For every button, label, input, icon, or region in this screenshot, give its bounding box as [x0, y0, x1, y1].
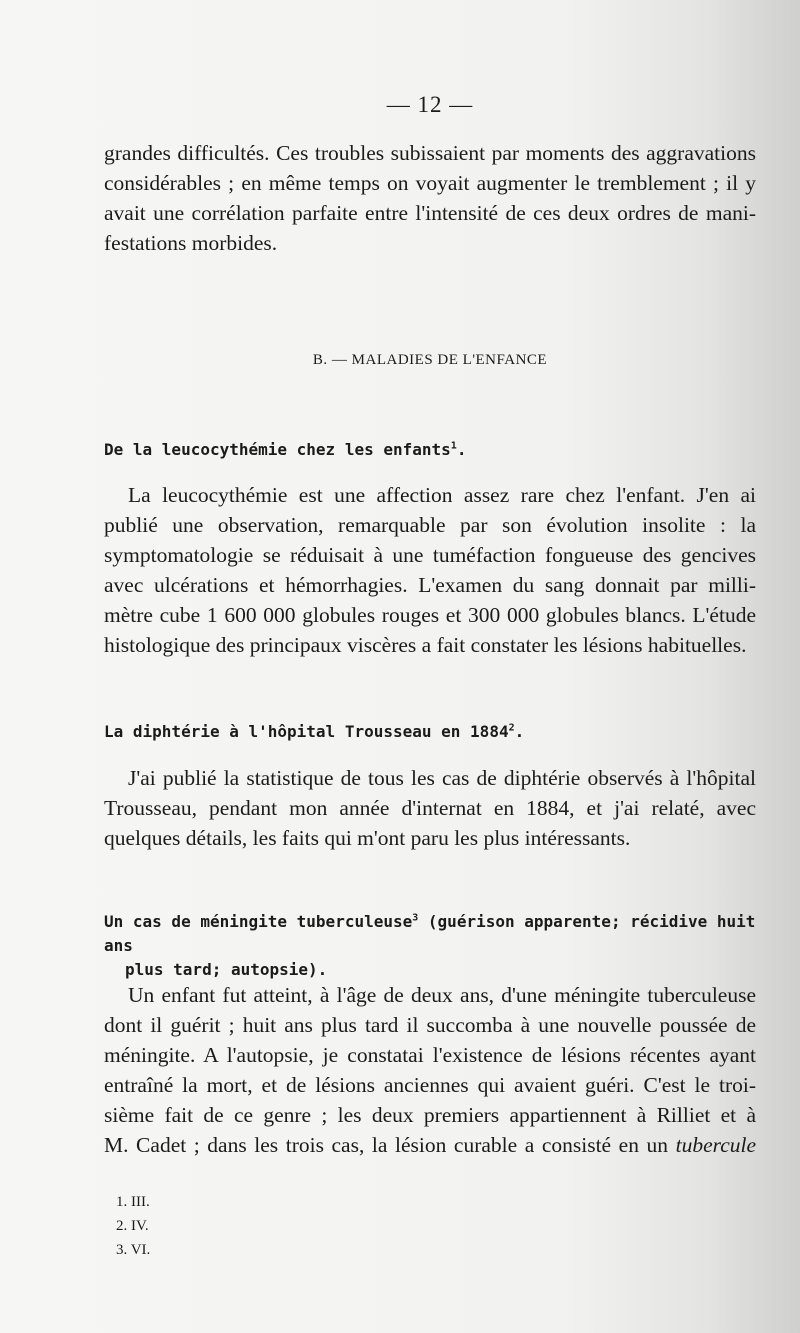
text-line: festations morbides. — [104, 231, 278, 255]
footnote: 1. III. — [116, 1194, 150, 1210]
article-heading — [104, 438, 764, 462]
heading-text: La diphtérie à l'hôpital Trousseau en 1884 — [104, 722, 509, 741]
text-line: méningite. A l'autopsie, je constatai l'existence de lésions récentes ayant — [104, 1043, 756, 1067]
text-line: avec ulcérations et hémorrhagies. L'examen du sang donnait par milli- — [104, 573, 756, 597]
text-line: histologique des principaux viscères a fait constater les lésions habituelles. — [104, 633, 747, 657]
text-line: La leucocythémie est une affection assez rare chez l'enfant. J'en ai — [128, 483, 756, 507]
text-line: quelques détails, les faits qui m'ont paru les plus intéressants. — [104, 826, 631, 850]
text-line — [104, 1130, 756, 1160]
intro-paragraph — [104, 138, 756, 258]
heading-end: . — [456, 440, 467, 459]
text-line: J'ai publié la statistique de tous les cas de diphtérie observés à l'hôpital — [128, 766, 756, 790]
article-paragraph — [104, 980, 756, 1160]
text-line: grandes difficultés. Ces troubles subissaient par moments des aggravations — [104, 141, 756, 165]
text-line: sième fait de ce genre ; les deux premiers appartiennent à Rilliet et à — [104, 1103, 756, 1127]
heading-text: De la leucocythémie chez les enfants — [104, 440, 451, 459]
heading-end: . — [514, 722, 525, 741]
footnotes — [116, 1190, 150, 1262]
article-paragraph — [104, 480, 756, 660]
heading-rest: (guérison apparente; récidive huit ans — [104, 912, 756, 955]
footnote-ref: 3 — [412, 912, 419, 924]
footnote: 3. VI. — [116, 1242, 151, 1258]
text-line: dont il guérit ; huit ans plus tard il succomba à une nouvelle poussée de — [104, 1013, 756, 1037]
heading-text: Un cas de méningite tuberculeuse — [104, 912, 413, 931]
text-line: considérables ; en même temps on voyait augmenter le tremblement ; il y — [104, 171, 756, 195]
page-number: — 12 — — [386, 92, 474, 117]
italic-word: tubercule — [675, 1133, 757, 1157]
text-fragment: M. Cadet ; dans les trois cas, la lésion curable a consisté en un — [104, 1133, 669, 1157]
text-line: mètre cube 1 600 000 globules rouges et 300 000 globules blancs. L'étude — [104, 603, 756, 627]
text-line: Un enfant fut atteint, à l'âge de deux ans, d'une méningite tuberculeuse — [128, 983, 756, 1007]
section-title: B. — MALADIES DE L'ENFANCE — [312, 352, 548, 368]
text-line: publié une observation, remarquable par son évolution insolite : la — [104, 513, 756, 537]
article-paragraph — [104, 763, 756, 853]
article-heading — [104, 720, 764, 744]
text-line: avait une corrélation parfaite entre l'intensité de ces deux ordres de mani- — [104, 201, 756, 225]
text-line: Trousseau, pendant mon année d'internat en 1884, et j'ai relaté, avec — [104, 796, 756, 820]
article-heading — [104, 910, 764, 982]
text-line: entraîné la mort, et de lésions anciennes qui avaient guéri. C'est le troi- — [104, 1073, 756, 1097]
footnote: 2. IV. — [116, 1218, 149, 1234]
footnote-ref: 2 — [508, 722, 515, 734]
text-line: symptomatologie se réduisait à une tuméfaction fongueuse des gencives — [104, 543, 756, 567]
heading-continuation: plus tard; autopsie). — [125, 960, 328, 979]
footnote-ref: 1 — [450, 440, 457, 452]
